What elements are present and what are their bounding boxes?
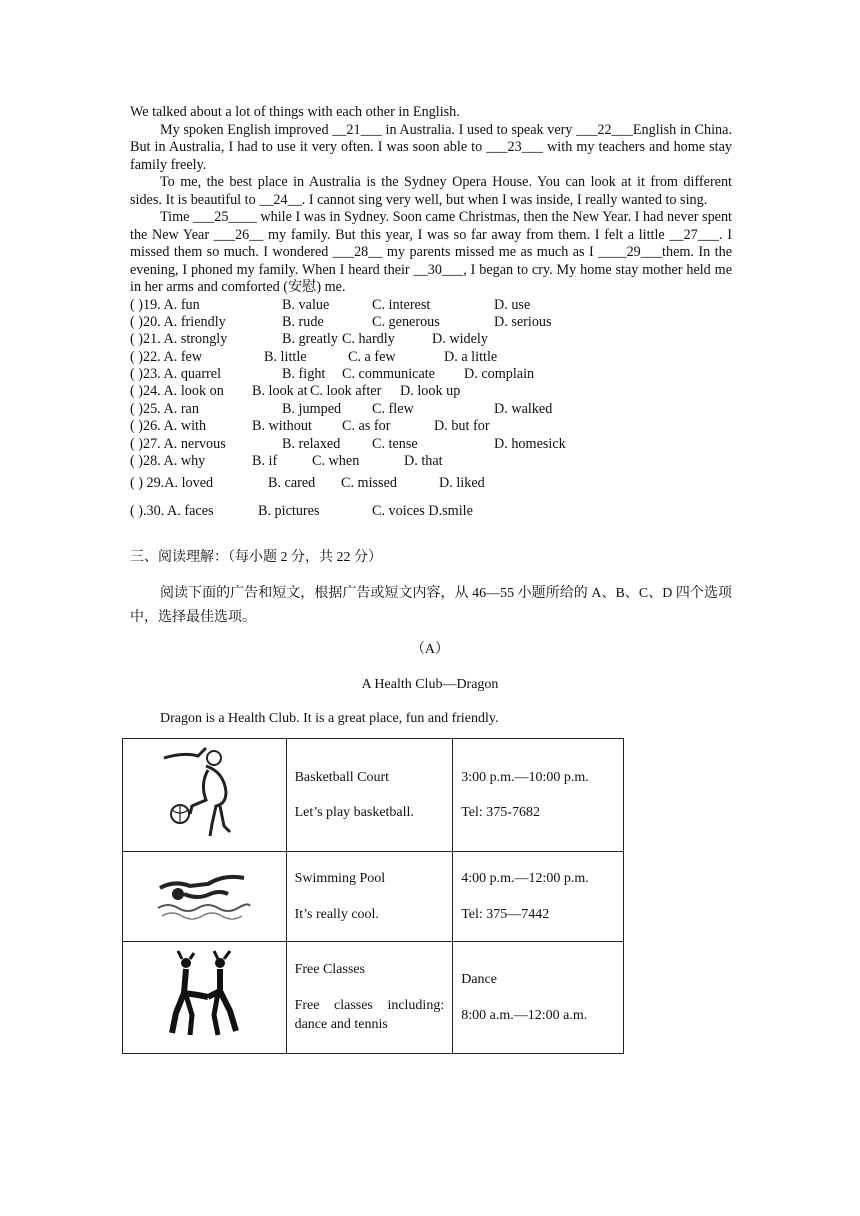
- option-d[interactable]: D. but for: [434, 418, 490, 435]
- section-instructions: 阅读下面的广告和短文，根据广告或短文内容，从 46—55 小题所给的 A、B、C、D 四个选项中，选择最佳选项。: [130, 586, 732, 625]
- facility-cell: [286, 739, 453, 852]
- section-title: 三、阅读理解：（每小题 2 分，共 22 分）: [130, 550, 382, 565]
- question-list: [130, 297, 732, 522]
- question-row[interactable]: [130, 401, 732, 418]
- question-stem: ( )27. A. nervous: [130, 435, 226, 452]
- option-b[interactable]: B. jumped: [282, 400, 342, 417]
- question-stem: ( )25. A. ran: [130, 400, 199, 417]
- option-c[interactable]: C. interest: [372, 296, 431, 313]
- passage-paragraph-4: Time ___25____ while I was in Sydney. Soon came Christmas, then the New Year. I had never spent the New Year ___26__ my family. But this year, I was so far away from them. I felt a little __27___. I missed them so much. I wondered ___28__ my parents missed me as much as I ____29___them. In the evening, I phoned my family. When I heard their __30___, I began to cry. My home stay mother held me in her arms and comforted (安慰) me.: [130, 209, 732, 295]
- option-d[interactable]: D. walked: [494, 400, 553, 417]
- basketball-player-icon: [154, 744, 254, 840]
- option-d[interactable]: D. a little: [444, 348, 498, 365]
- option-c[interactable]: C. when: [312, 453, 360, 470]
- passage-paragraph-1: We talked about a lot of things with each other in English.: [130, 104, 460, 120]
- phone-number[interactable]: Tel: 375—7442: [461, 906, 550, 922]
- option-c[interactable]: C. communicate: [342, 366, 435, 383]
- option-b[interactable]: B. look at: [252, 383, 308, 400]
- table-row: [123, 852, 624, 942]
- club-table: [122, 738, 624, 1054]
- option-b[interactable]: B. value: [282, 296, 330, 313]
- option-d[interactable]: D. liked: [439, 475, 485, 492]
- club-intro: Dragon is a Health Club. It is a great place, fun and friendly.: [160, 711, 499, 726]
- passage: [130, 104, 732, 521]
- question-stem: ( )23. A. quarrel: [130, 366, 222, 383]
- option-c[interactable]: C. generous: [372, 313, 440, 330]
- facility-description: Let’s play basketball.: [294, 805, 414, 820]
- question-stem: ( )26. A. with: [130, 418, 207, 435]
- option-b[interactable]: B. greatly: [282, 331, 338, 348]
- passage-paragraph-2: My spoken English improved __21___ in Australia. I used to speak very ___22___English in China. But in Australia, I had to use it very often. I was soon able to ___23___ with my teachers and home stay family freely.: [130, 121, 732, 173]
- passage-paragraph-3: To me, the best place in Australia is the Sydney Opera House. You can look at it from different sides. It is beautiful to __24__. I cannot sing very well, but when I was inside, I really wanted to sing.: [130, 174, 732, 208]
- option-d[interactable]: D. homesick: [494, 435, 566, 452]
- question-stem: ( )21. A. strongly: [130, 331, 228, 348]
- facility-description: dance and tennis: [294, 1017, 388, 1033]
- option-c[interactable]: C. a few: [348, 348, 396, 365]
- facility-description: Free classes including:: [294, 997, 445, 1013]
- table-row: [123, 942, 624, 1054]
- question-row[interactable]: [130, 436, 732, 453]
- option-d[interactable]: D. look up: [400, 383, 461, 400]
- option-d[interactable]: D. serious: [494, 313, 552, 330]
- question-row[interactable]: [130, 453, 732, 470]
- question-row[interactable]: [130, 314, 732, 331]
- opening-hours: 4:00 p.m.—12:00 p.m.: [461, 871, 589, 886]
- question-row[interactable]: [130, 418, 732, 435]
- question-stem: ( )28. A. why: [130, 453, 206, 470]
- opening-hours: 8:00 a.m.—12:00 a.m.: [461, 1007, 588, 1023]
- table-row: [123, 739, 624, 852]
- question-row[interactable]: [130, 297, 732, 314]
- option-c[interactable]: C. voices D.smile: [372, 503, 473, 520]
- image-cell: [123, 852, 287, 942]
- phone-number[interactable]: Tel: 375-7682: [461, 805, 540, 820]
- option-b[interactable]: B. cared: [268, 475, 316, 492]
- hours-cell: [453, 852, 624, 942]
- facility-name: Swimming Pool: [294, 871, 386, 886]
- question-row[interactable]: [130, 470, 732, 497]
- question-stem: ( ) 29.A. loved: [130, 475, 214, 492]
- option-c[interactable]: C. as for: [342, 418, 391, 435]
- facility-cell: [286, 852, 453, 942]
- question-stem: ( ).30. A. faces: [130, 503, 214, 520]
- image-cell: [123, 739, 287, 852]
- image-cell: [123, 942, 287, 1054]
- option-b[interactable]: B. pictures: [258, 503, 320, 520]
- hours-cell: [453, 942, 624, 1054]
- option-c[interactable]: C. hardly: [342, 331, 395, 348]
- hours-cell: [453, 739, 624, 852]
- option-b[interactable]: B. if: [252, 453, 278, 470]
- question-stem: ( )24. A. look on: [130, 383, 224, 400]
- question-row[interactable]: [130, 331, 732, 348]
- option-d[interactable]: D. that: [404, 453, 443, 470]
- option-d[interactable]: D. complain: [464, 366, 535, 383]
- class-type: Dance: [461, 972, 497, 987]
- facility-cell: [286, 942, 453, 1054]
- question-stem: ( )20. A. friendly: [130, 313, 226, 330]
- option-b[interactable]: B. rude: [282, 313, 324, 330]
- option-b[interactable]: B. without: [252, 418, 312, 435]
- option-d[interactable]: D. widely: [432, 331, 488, 348]
- option-c[interactable]: C. look after: [310, 383, 382, 400]
- option-c[interactable]: C. flew: [372, 400, 414, 417]
- question-row[interactable]: [130, 349, 732, 366]
- option-c[interactable]: C. missed: [341, 475, 397, 492]
- question-row[interactable]: [130, 383, 732, 400]
- question-row[interactable]: [130, 366, 732, 383]
- question-row[interactable]: [130, 497, 732, 521]
- option-b[interactable]: B. fight: [282, 366, 326, 383]
- club-title: A Health Club—Dragon: [361, 677, 499, 692]
- dancers-icon: [164, 949, 244, 1041]
- facility-description: It’s really cool.: [294, 906, 379, 922]
- option-b[interactable]: B. relaxed: [282, 435, 341, 452]
- opening-hours: 3:00 p.m.—10:00 p.m.: [461, 769, 589, 785]
- question-stem: ( )19. A. fun: [130, 296, 200, 313]
- swimmer-icon: [154, 864, 254, 924]
- facility-name: Basketball Court: [294, 769, 390, 785]
- facility-name: Free Classes: [294, 962, 365, 978]
- option-c[interactable]: C. tense: [372, 435, 418, 452]
- option-b[interactable]: B. little: [264, 348, 307, 365]
- option-d[interactable]: D. use: [494, 296, 531, 313]
- question-stem: ( )22. A. few: [130, 348, 203, 365]
- passage-label: （A）: [410, 642, 450, 657]
